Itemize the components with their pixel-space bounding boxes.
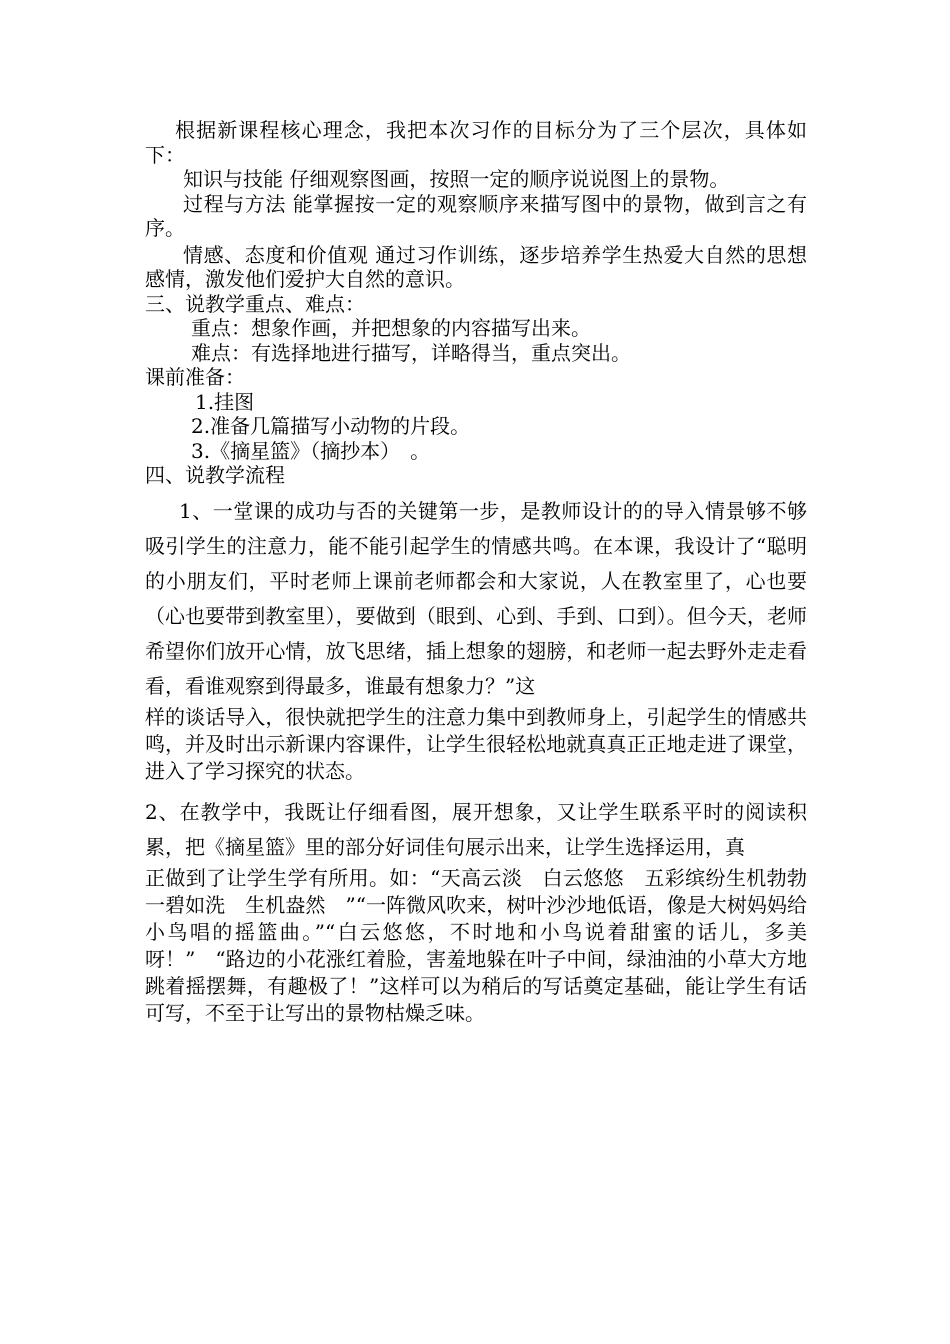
paragraph-process-step-1: 1、一堂课的成功与否的关键第一步，是教师设计的的导入情景够不够吸引学生的注意力，能不能引起学生的情感共鸣。在本课，我设计了“聪明的小朋友们，平时老师上课前老师都会和大家说，人在教室里了，心也要（心也要带到教室里），要做到（眼到、心到、手到、口到）。但今天，老师希望你们放开心情，放飞思绪，插上想象的翅膀，和老师一起去野外走走看看，看谁观察到得最多，谁最有想象力？”这 [145, 498, 807, 698]
paragraph-knowledge-skills: 知识与技能 仔细观察图画，按照一定的顺序说说图上的景物。 [183, 167, 730, 191]
paragraph-emotion-values: 情感、态度和价值观 通过习作训练，逐步培养学生热爱大自然的思想感情，激发他们爱护大自然的意识。 [145, 242, 807, 291]
section-heading-key-points: 三、说教学重点、难点： [145, 291, 365, 316]
paragraph-process-step-2: 2、在教学中，我既让仔细看图，展开想象，又让学生联系平时的阅读积累，把《摘星篮》里的部分好词佳句展示出来，让学生选择运用，真 [145, 799, 807, 859]
paragraph-process-step-1-continued: 样的谈话导入，很快就把学生的注意力集中到教师身上，引起学生的情感共鸣，并及时出示新课内容课件，让学生很轻松地就真真正正地走进了课堂，进入了学习探究的状态。 [145, 704, 807, 783]
section-heading-teaching-process: 四、说教学流程 [145, 463, 285, 487]
paragraph-process-methods: 过程与方法 能掌握按一定的观察顺序来描写图中的景物，做到言之有序。 [145, 191, 807, 240]
paragraph-goals-intro: 根据新课程核心理念，我把本次习作的目标分为了三个层次，具体如下： [145, 118, 807, 167]
paragraph-process-step-2-continued: 正做到了让学生学有所用。如：“天高云淡 白云悠悠 五彩缤纷生机勃勃 一碧如洗 生机盎然 ”“一阵微风吹来，树叶沙沙地低语，像是大树妈妈给小鸟唱的摇篮曲。”“白云悠悠，不时地和小鸟说着甜蜜的话儿，多美呀！” “路边的小花涨红着脸，害羞地躲在叶子中间，绿油油的小草大方地跳着摇摆舞，有趣极了！”这样可以为稍后的写话奠定基础，能让学生有话可写，不至于让写出的景物枯燥乏味。 [145, 865, 827, 1025]
paragraph-key-point: 重点：想象作画，并把想象的内容描写出来。 [191, 316, 591, 340]
list-item-preparation-3: 3.《摘星篮》（摘抄本） 。 [191, 438, 431, 463]
paragraph-difficult-point: 难点：有选择地进行描写，详略得当，重点突出。 [191, 340, 631, 365]
document-body [145, 118, 827, 1027]
list-item-preparation-2: 2.准备几篇描写小动物的片段。 [191, 414, 471, 438]
list-item-preparation-1: 1.挂图 [195, 389, 255, 414]
section-heading-preparation: 课前准备： [145, 365, 245, 389]
